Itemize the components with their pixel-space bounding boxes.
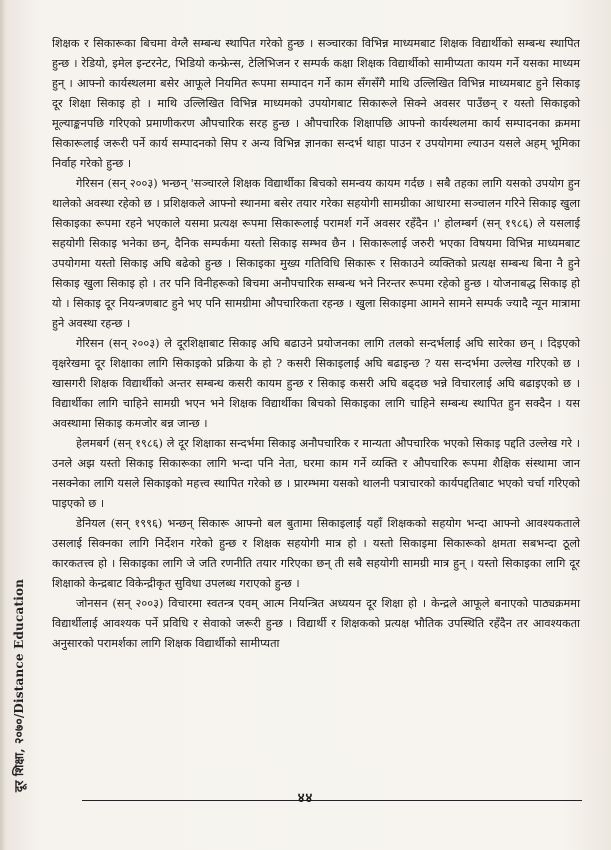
body-text (52, 34, 580, 654)
page-number: ४४ (297, 791, 314, 806)
journal-side-label (6, 580, 32, 790)
paragraph-garrison-communication: गेरिसन (सन् २००३) भन्छन् 'सञ्चारले शिक्षक विद्यार्थीका बिचको समन्वय कायम गर्दछ । सबै तहका लागि यसको उपयोग हुन थालेको अवस्था रहेको छ । प्रशिक्षकले आफ्नो स्थानमा बसेर तयार गरेका सहयोगी सामग्रीका आधारमा सञ्चालन गरिने सिकाइ खुला सिकाइका रूपमा रहने भएकाले यसमा प्रत्यक्ष रूपमा सिकारूलाई परामर्श गर्ने अवसर रहँदैन ।' होलम्बर्ग (सन् १९८६) ले यसलाई सहयोगी सिकाइ भनेका छन्, दैनिक सम्पर्कमा यस्तो सिकाइ सम्भव छैन । सिकारूलाई जरुरी भएका विषयमा विभिन्न माध्यमबाट उपयोगमा यस्तो सिकाइ अघि बढेको हुन्छ । सिकाइका मुख्य गतिविधि सिकारू र सिकाउने व्यक्तिको प्रत्यक्ष सम्बन्ध बिना नै हुने सिकाइ खुला सिकाइ हो । तर पनि विनीहरूको बिचमा अनौपचारिक सम्बन्ध भने निरन्तर रूपमा रहेको हुन्छ । योजनाबद्ध सिकाइ हो यो । सिकाइ दूर नियन्त्रणबाट हुने भए पनि सामग्रीमा औपचारिकता रहन्छ । खुला सिकाइमा आमने सामने सम्पर्क ज्यादै न्यून मात्रामा हुने अवस्था रहन्छ । (52, 177, 580, 330)
paragraph-continuation: शिक्षक र सिकारूका बिचमा वेग्लै सम्बन्ध स्थापित गरेको हुन्छ । सञ्चारका विभिन्न माध्यमबाट शिक्षक विद्यार्थीको सम्बन्ध स्थापित हुन्छ । रेडियो, इमेल इन्टरनेट, भिडियो कन्फ्रेन्स, टेलिभिजन र सम्पर्क कक्षा शिक्षक विद्यार्थीको सामीप्यता कायम गर्ने यसका माध्यम हुन् । आफ्नो कार्यस्थलमा बसेर आफूले नियमित रूपमा सम्पादन गर्ने काम सँगसँगै माथि उल्लिखित विभिन्न माध्यमबाट हुने सिकाइ दूर शिक्षा सिकाइ हो । माथि उल्लिखित विभिन्न माध्यमको उपयोगबाट सिकारूले सिक्ने अवसर पाउँछन् र यस्तो सिकाइको मूल्याङ्कनपछि गरिएको प्रमाणीकरण औपचारिक सरह हुन्छ । औपचारिक शिक्षापछि आफ्नो कार्यस्थलमा कार्य सम्पादनका क्रममा सिकारूलाई जरूरी पर्ने कार्य सम्पादनको सिप र अन्य विभिन्न ज्ञानका सन्दर्भ थाहा पाउन र उपयोगमा ल्याउन यसले अहम् भूमिका निर्वाह गरेको हुन्छ । (52, 37, 580, 170)
paragraph-garrison-distance-learning: गेरिसन (सन् २००३) ले दूरशिक्षाबाट सिकाइ अघि बढाउने प्रयोजनका लागि तलको सन्दर्भलाई अघि सारेका छन् । दिइएको वृक्षरेखमा दूर शिक्षाका लागि सिकाइको प्रक्रिया के हो ? कसरी सिकाइलाई अघि बढाइन्छ ? यस सन्दर्भमा उल्लेख गरिएको छ । खासगरी शिक्षक विद्यार्थीको अन्तर सम्बन्ध कसरी कायम हुन्छ र सिकाइ कसरी अघि बढ्दछ भन्ने विचारलाई अघि बढाइएको छ । विद्यार्थीका लागि चाहिने सामग्री भएन भने शिक्षक विद्यार्थीका बिचको सिकाइका लागि चाहिने सम्बन्ध स्थापित हुन सक्दैन । यस अवस्थामा सिकाइ कमजोर बन्न जान्छ । (52, 337, 580, 430)
journal-title: दूर शिक्षा, २०७०/Distance Education (12, 578, 27, 792)
paragraph-johnson: जोनसन (सन् २००३) विचारमा स्वतन्त्र एवम् आत्म नियन्त्रित अध्ययन दूर शिक्षा हो । केन्द्रले आफूले बनाएको पाठ्यक्रममा विद्यार्थीलाई आवश्यक पर्ने प्रविधि र सेवाको जरूरी हुन्छ । विद्यार्थी र शिक्षकको प्रत्यक्ष भौतिक उपस्थिति रहँदैन तर आवश्यकता अनुसारको परामर्शका लागि शिक्षक विद्यार्थीको सामीप्यता (52, 597, 580, 650)
paragraph-holmberg: हेलमबर्ग (सन् १९८६) ले दूर शिक्षाका सन्दर्भमा सिकाइ अनौपचारिक र मान्यता औपचारिक भएको सिकाइ पद्दति उल्लेख गरे । उनले अझ यस्तो सिकाइ सिकारूका लागि भन्दा पनि नेता, घरमा काम गर्ने व्यक्ति र औपचारिक रूपमा शैक्षिक संस्थामा जान नसक्नेका लागि यसले सिकाइको महत्त्व स्थापित गरेको छ । प्रारम्भमा यसको थालनी पत्राचारको कार्यपद्दतिबाट भएको चर्चा गरिएको पाइएको छ । (52, 437, 580, 510)
paragraph-daniel: डेनियल (सन् १९९६) भन्छन् सिकारू आफ्नो बल बुतामा सिकाइलाई यहाँ शिक्षकको सहयोग भन्दा आफ्नो आवश्यकताले उसलाई सिक्नका लागि निर्देशन गरेको हुन्छ र शिक्षक सहयोगी मात्र हो । यस्तो सिकाइमा सिकारूको क्षमता सबभन्दा ठूलो कारकतत्त्व हो । सिकाइका लागि जे जति रणनीति तयार गरिएका छन् ती सबै सहयोगी सामग्री मात्र हुन् । यस्तो सिकाइका लागि दूर शिक्षाको केन्द्रबाट विकेन्द्रीकृत सुविधा उपलब्ध गराएको हुन्छ । (52, 517, 580, 590)
